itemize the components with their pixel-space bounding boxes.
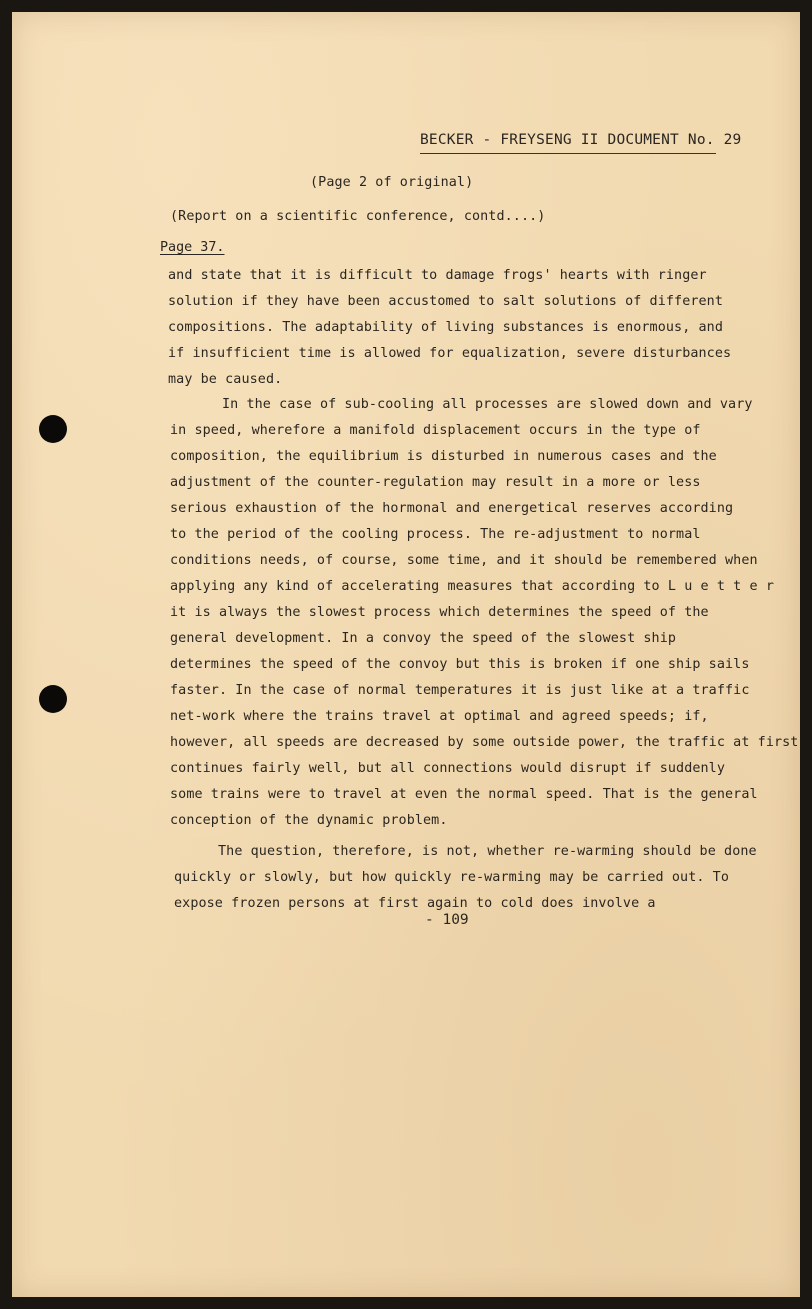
page-of-original: (Page 2 of original)	[310, 175, 474, 190]
document-page	[12, 12, 800, 1297]
body-line: composition, the equilibrium is disturbed in numerous cases and the	[170, 449, 717, 464]
body-line: The question, therefore, is not, whether re-warming should be done	[218, 844, 757, 859]
body-line: determines the speed of the convoy but this is broken if one ship sails	[170, 657, 750, 672]
body-line: solution if they have been accustomed to salt solutions of different	[168, 294, 724, 309]
body-line: quickly or slowly, but how quickly re-warming may be carried out. To	[174, 870, 730, 885]
body-line: adjustment of the counter-regulation may result in a more or less	[170, 475, 701, 490]
punch-hole-bottom	[39, 685, 67, 713]
body-line: and state that it is difficult to damage frogs' hearts with ringer	[168, 268, 707, 283]
body-line: conception of the dynamic problem.	[170, 813, 448, 828]
body-line: to the period of the cooling process. The re-adjustment to normal	[170, 527, 701, 542]
document-id-header: BECKER - FREYSENG II DOCUMENT No. 29	[420, 132, 742, 148]
body-line: it is always the slowest process which determines the speed of the	[170, 605, 709, 620]
body-line: faster. In the case of normal temperatures it is just like at a traffic	[170, 683, 750, 698]
body-line: in speed, wherefore a manifold displacement occurs in the type of	[170, 423, 701, 438]
page-reference: Page 37.	[160, 240, 225, 255]
body-line: if insufficient time is allowed for equalization, severe disturbances	[168, 346, 732, 361]
report-title: (Report on a scientific conference, contd....)	[170, 209, 546, 224]
body-line: compositions. The adaptability of living substances is enormous, and	[168, 320, 724, 335]
body-line: In the case of sub-cooling all processes are slowed down and vary	[222, 397, 753, 412]
body-line: net-work where the trains travel at optimal and agreed speeds; if,	[170, 709, 709, 724]
body-line: expose frozen persons at first again to cold does involve a	[174, 896, 656, 911]
body-line: continues fairly well, but all connections would disrupt if suddenly	[170, 761, 726, 776]
body-line: applying any kind of accelerating measures that according to L u e t t e r	[170, 579, 774, 594]
body-line: general development. In a convoy the speed of the slowest ship	[170, 631, 677, 646]
body-line: however, all speeds are decreased by some outside power, the traffic at first	[170, 735, 799, 750]
punch-hole-top	[39, 415, 67, 443]
body-line: serious exhaustion of the hormonal and energetical reserves according	[170, 501, 734, 516]
header-underline	[420, 153, 716, 154]
page-number: - 109	[425, 912, 469, 928]
body-line: may be caused.	[168, 372, 283, 387]
body-line: conditions needs, of course, some time, and it should be remembered when	[170, 553, 758, 568]
body-line: some trains were to travel at even the normal speed. That is the general	[170, 787, 758, 802]
